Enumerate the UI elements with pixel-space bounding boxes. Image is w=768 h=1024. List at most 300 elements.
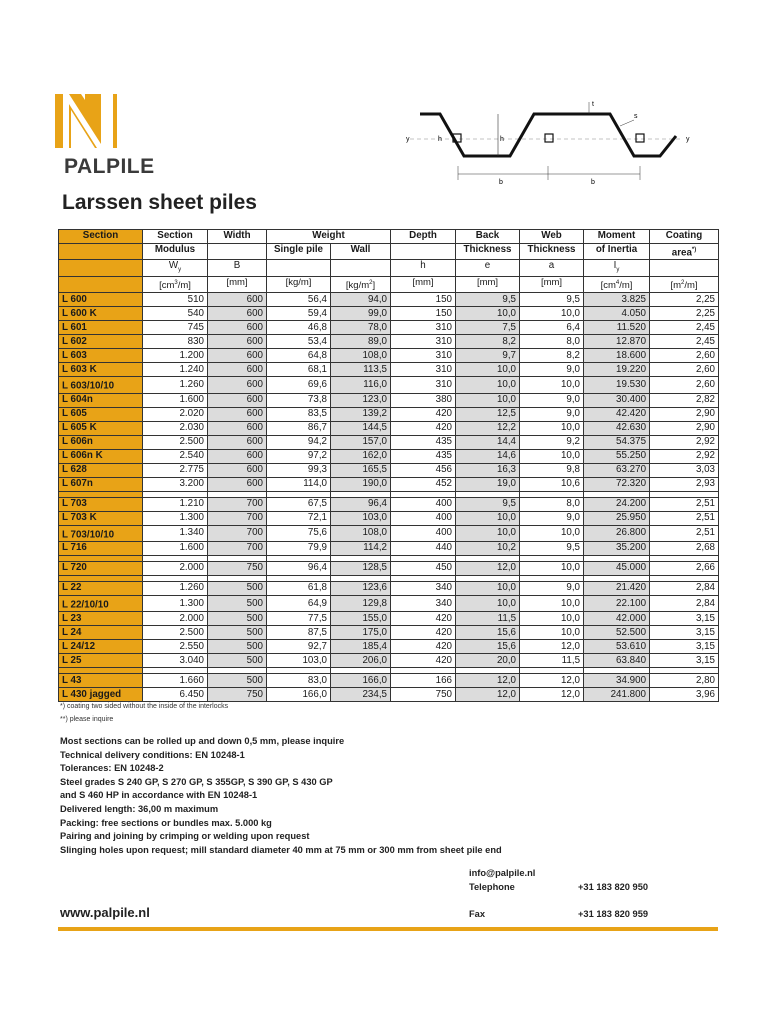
- cell-a: 9,2: [520, 435, 584, 449]
- contact-fax: +31 183 820 959: [578, 909, 649, 919]
- website-link[interactable]: www.palpile.nl: [60, 905, 150, 920]
- cell-e: 16,3: [456, 463, 520, 477]
- unit-m2-text: [m: [670, 280, 682, 292]
- contact-telephone[interactable]: +31 183 820 950: [578, 882, 649, 892]
- cell-single: 59,4: [267, 307, 331, 321]
- cell-w: 1.600: [143, 393, 208, 407]
- cell-coat: 2,84: [650, 581, 719, 595]
- note-line: Tolerances: EN 10248-2: [60, 763, 164, 774]
- cell-w: 1.300: [143, 595, 208, 611]
- diagram-label-h-left: h: [438, 136, 442, 143]
- cell-coat: 2,51: [650, 497, 719, 511]
- cell-w: 1.260: [143, 581, 208, 595]
- cell-w: 2.550: [143, 640, 208, 654]
- cell-h: 440: [391, 541, 456, 555]
- section-name: L 25: [59, 654, 143, 668]
- note-line: Pairing and joining by crimping or welding upon request: [60, 831, 310, 842]
- cell-a: 8,0: [520, 497, 584, 511]
- cell-single: 86,7: [267, 421, 331, 435]
- cell-e: 12,2: [456, 421, 520, 435]
- cell-b: 600: [208, 377, 267, 393]
- cell-e: 14,6: [456, 449, 520, 463]
- cell-coat: 3,15: [650, 654, 719, 668]
- cell-single: 99,3: [267, 463, 331, 477]
- unit-cm4-text: [cm: [600, 280, 616, 292]
- cell-w: 745: [143, 321, 208, 335]
- cell-w: 1.260: [143, 377, 208, 393]
- cell-wall: 166,0: [331, 674, 391, 688]
- cell-wall: 116,0: [331, 377, 391, 393]
- cell-h: 150: [391, 307, 456, 321]
- cell-e: 14,4: [456, 435, 520, 449]
- cell-a: 9,0: [520, 581, 584, 595]
- cell-w: 1.210: [143, 497, 208, 511]
- cell-single: 83,0: [267, 674, 331, 688]
- cell-wall: 96,4: [331, 497, 391, 511]
- cell-a: 9,0: [520, 407, 584, 421]
- cell-single: 166,0: [267, 688, 331, 702]
- cell-a: 10,0: [520, 307, 584, 321]
- cell-wall: 128,5: [331, 561, 391, 575]
- unit-kg-m: [kg/m]: [267, 277, 331, 293]
- cell-single: 103,0: [267, 654, 331, 668]
- cell-e: 9,7: [456, 349, 520, 363]
- cell-single: 96,4: [267, 561, 331, 575]
- table-row: [59, 407, 719, 421]
- cell-wall: 144,5: [331, 421, 391, 435]
- header-weight: Weight: [267, 230, 391, 244]
- cell-e: 10,0: [456, 377, 520, 393]
- header-depth-blank: [391, 244, 456, 260]
- section-name: L 23: [59, 612, 143, 626]
- cell-i: 19.220: [584, 363, 650, 377]
- header-modulus-1: Section: [143, 230, 208, 244]
- cell-single: 87,5: [267, 626, 331, 640]
- section-name: L 430 jagged: [59, 688, 143, 702]
- cell-single: 69,6: [267, 377, 331, 393]
- cell-wall: 155,0: [331, 612, 391, 626]
- header-section-blank: [59, 244, 143, 260]
- symbol-i: [584, 260, 650, 277]
- header-web-2: Thickness: [520, 244, 584, 260]
- cell-wall: 114,2: [331, 541, 391, 555]
- symbol-i-sub: y: [616, 267, 620, 274]
- cell-wall: 162,0: [331, 449, 391, 463]
- cell-i: 25.950: [584, 511, 650, 525]
- cell-h: 310: [391, 321, 456, 335]
- cell-b: 600: [208, 307, 267, 321]
- cell-wall: 123,6: [331, 581, 391, 595]
- footnote-inquire: **) please inquire: [60, 716, 114, 723]
- footnote-coating: *) coating two sided without the inside of the interlocks: [60, 703, 229, 710]
- table-row: [59, 307, 719, 321]
- section-name: L 602: [59, 335, 143, 349]
- cell-w: 2.000: [143, 612, 208, 626]
- cell-i: 42.000: [584, 612, 650, 626]
- cell-single: 46,8: [267, 321, 331, 335]
- table-body: [59, 293, 719, 702]
- section-name: L 22/10/10: [59, 595, 143, 611]
- section-name: L 22: [59, 581, 143, 595]
- section-name: L 716: [59, 541, 143, 555]
- cell-a: 10,0: [520, 626, 584, 640]
- cell-i: 42.420: [584, 407, 650, 421]
- unit-cm3-text: [cm: [159, 280, 175, 292]
- symbol-h: h: [391, 260, 456, 277]
- cell-b: 700: [208, 511, 267, 525]
- cell-h: 310: [391, 335, 456, 349]
- cell-i: 4.050: [584, 307, 650, 321]
- header-wall: Wall: [331, 244, 391, 260]
- cell-w: 2.000: [143, 561, 208, 575]
- cell-coat: 2,60: [650, 349, 719, 363]
- cell-w: 510: [143, 293, 208, 307]
- cell-a: 10,0: [520, 612, 584, 626]
- cell-b: 500: [208, 595, 267, 611]
- cell-h: 420: [391, 626, 456, 640]
- cell-i: 55.250: [584, 449, 650, 463]
- cell-b: 600: [208, 463, 267, 477]
- cell-single: 64,9: [267, 595, 331, 611]
- table-row: [59, 449, 719, 463]
- table-row: [59, 349, 719, 363]
- cell-wall: 108,0: [331, 525, 391, 541]
- cell-b: 600: [208, 349, 267, 363]
- cell-wall: 165,5: [331, 463, 391, 477]
- table-row: [59, 626, 719, 640]
- page-title: Larssen sheet piles: [62, 191, 257, 214]
- cell-i: 12.870: [584, 335, 650, 349]
- contact-telephone-label: Telephone: [469, 882, 515, 892]
- cell-wall: 78,0: [331, 321, 391, 335]
- section-name: L 43: [59, 674, 143, 688]
- cell-coat: 2,90: [650, 407, 719, 421]
- header-modulus-2: Modulus: [143, 244, 208, 260]
- symbol-w-text: W: [168, 260, 179, 272]
- cell-coat: 2,66: [650, 561, 719, 575]
- header-single-pile: Single pile: [267, 244, 331, 260]
- header-section-blank-2: [59, 260, 143, 277]
- section-name: L 720: [59, 561, 143, 575]
- cell-w: 3.040: [143, 654, 208, 668]
- unit-depth-mm: [mm]: [391, 277, 456, 293]
- symbol-wall-blank: [331, 260, 391, 277]
- cell-wall: 139,2: [331, 407, 391, 421]
- contact-fax-label: Fax: [469, 909, 486, 919]
- cell-coat: 2,45: [650, 335, 719, 349]
- table-row: [59, 421, 719, 435]
- cell-coat: 2,25: [650, 307, 719, 321]
- cell-h: 310: [391, 349, 456, 363]
- diagram-label-t: t: [592, 101, 594, 108]
- table-row: [59, 321, 719, 335]
- unit-kg-m2-text: [kg/m: [345, 280, 370, 292]
- section-name: L 605: [59, 407, 143, 421]
- header-coating-2-text: area: [671, 247, 692, 259]
- cell-w: 1.340: [143, 525, 208, 541]
- cell-i: 3.825: [584, 293, 650, 307]
- cell-single: 53,4: [267, 335, 331, 349]
- cell-h: 310: [391, 377, 456, 393]
- cell-a: 8,2: [520, 349, 584, 363]
- cell-wall: 99,0: [331, 307, 391, 321]
- cell-i: 42.630: [584, 421, 650, 435]
- cell-single: 56,4: [267, 293, 331, 307]
- header-depth: Depth: [391, 230, 456, 244]
- note-line: and S 460 HP in accordance with EN 10248-1: [60, 790, 258, 801]
- cell-h: 166: [391, 674, 456, 688]
- cell-a: 12,0: [520, 640, 584, 654]
- cell-h: 435: [391, 435, 456, 449]
- sheet-piles-table: [58, 229, 719, 702]
- cell-coat: 3,15: [650, 640, 719, 654]
- symbol-a: a: [520, 260, 584, 277]
- section-name: L 603/10/10: [59, 377, 143, 393]
- cell-b: 500: [208, 654, 267, 668]
- section-name: L 24: [59, 626, 143, 640]
- section-name: L 703: [59, 497, 143, 511]
- cell-b: 600: [208, 421, 267, 435]
- cell-single: 68,1: [267, 363, 331, 377]
- cell-coat: 2,82: [650, 393, 719, 407]
- cell-w: 2.540: [143, 449, 208, 463]
- cell-wall: 190,0: [331, 477, 391, 491]
- table-row: [59, 393, 719, 407]
- cell-e: 12,0: [456, 674, 520, 688]
- table-row: [59, 525, 719, 541]
- notes-block: [60, 735, 502, 857]
- section-name: L 600 K: [59, 307, 143, 321]
- cell-e: 15,6: [456, 626, 520, 640]
- cell-b: 600: [208, 435, 267, 449]
- cell-b: 600: [208, 335, 267, 349]
- cell-coat: 2,84: [650, 595, 719, 611]
- header-coating-2: area*): [650, 244, 719, 260]
- symbol-e: e: [456, 260, 520, 277]
- section-name: L 603 K: [59, 363, 143, 377]
- header-section-blank-3: [59, 277, 143, 293]
- contact-email[interactable]: info@palpile.nl: [469, 868, 536, 878]
- note-line: Most sections can be rolled up and down 0,5 mm, please inquire: [60, 736, 345, 746]
- cell-h: 435: [391, 449, 456, 463]
- footer-rule: [58, 927, 718, 931]
- cell-b: 500: [208, 626, 267, 640]
- cell-i: 241.800: [584, 688, 650, 702]
- diagram-label-b-2: b: [591, 179, 595, 186]
- cell-w: 1.660: [143, 674, 208, 688]
- cell-coat: 2,45: [650, 321, 719, 335]
- cell-i: 34.900: [584, 674, 650, 688]
- cell-a: 12,0: [520, 674, 584, 688]
- brand-name: PALPILE: [64, 155, 155, 178]
- cell-e: 8,2: [456, 335, 520, 349]
- header-moment-2: of Inertia: [584, 244, 650, 260]
- cell-b: 600: [208, 293, 267, 307]
- cell-a: 9,5: [520, 293, 584, 307]
- cell-coat: 2,68: [650, 541, 719, 555]
- cell-a: 10,0: [520, 377, 584, 393]
- cell-e: 20,0: [456, 654, 520, 668]
- table-row: [59, 435, 719, 449]
- cell-b: 700: [208, 541, 267, 555]
- table-row: [59, 335, 719, 349]
- cell-b: 500: [208, 640, 267, 654]
- cell-wall: 234,5: [331, 688, 391, 702]
- cell-coat: 2,51: [650, 525, 719, 541]
- unit-kg-m2: $[kg/m^2]$: [331, 277, 391, 293]
- symbol-w-sub: y: [178, 267, 182, 274]
- cell-a: 9,5: [520, 541, 584, 555]
- cell-w: 2.775: [143, 463, 208, 477]
- cell-w: 1.240: [143, 363, 208, 377]
- cell-wall: 94,0: [331, 293, 391, 307]
- header-web-1: Web: [520, 230, 584, 244]
- cell-b: 750: [208, 688, 267, 702]
- cell-i: 26.800: [584, 525, 650, 541]
- cell-h: 400: [391, 497, 456, 511]
- unit-cm3: $[cm^3/m]$: [143, 277, 208, 293]
- cell-a: 9,0: [520, 511, 584, 525]
- table-row: [59, 477, 719, 491]
- cell-b: 500: [208, 581, 267, 595]
- cell-w: 2.500: [143, 435, 208, 449]
- cell-e: 10,0: [456, 393, 520, 407]
- unit-web-mm: [mm]: [520, 277, 584, 293]
- cell-coat: 3,03: [650, 463, 719, 477]
- cell-wall: 157,0: [331, 435, 391, 449]
- table-row: [59, 674, 719, 688]
- cell-w: 2.500: [143, 626, 208, 640]
- diagram-label-b-1: b: [499, 179, 503, 186]
- cell-single: 77,5: [267, 612, 331, 626]
- cell-a: 10,0: [520, 525, 584, 541]
- table-row: [59, 463, 719, 477]
- cell-w: 2.020: [143, 407, 208, 421]
- cell-i: 18.600: [584, 349, 650, 363]
- diagram-label-y-left: y: [406, 136, 410, 143]
- cell-e: 10,0: [456, 595, 520, 611]
- cell-wall: 185,4: [331, 640, 391, 654]
- cell-single: 67,5: [267, 497, 331, 511]
- cell-h: 310: [391, 363, 456, 377]
- section-name: L 605 K: [59, 421, 143, 435]
- symbol-single-blank: [267, 260, 331, 277]
- header-coating-1: Coating: [650, 230, 719, 244]
- cell-coat: 2,92: [650, 435, 719, 449]
- cell-b: 600: [208, 407, 267, 421]
- diagram-label-s: s: [634, 113, 638, 120]
- cell-e: 9,5: [456, 293, 520, 307]
- cell-w: 830: [143, 335, 208, 349]
- table-row: [59, 363, 719, 377]
- cell-h: 420: [391, 612, 456, 626]
- cell-wall: 113,5: [331, 363, 391, 377]
- cell-h: 750: [391, 688, 456, 702]
- table-row: [59, 561, 719, 575]
- table-row: [59, 612, 719, 626]
- cell-b: 600: [208, 393, 267, 407]
- unit-back-mm: [mm]: [456, 277, 520, 293]
- cell-coat: 2,90: [650, 421, 719, 435]
- cell-i: 11.520: [584, 321, 650, 335]
- section-name: L 703 K: [59, 511, 143, 525]
- diagram-label-y-right: y: [686, 136, 690, 143]
- cell-w: 540: [143, 307, 208, 321]
- cell-b: 600: [208, 321, 267, 335]
- note-line: Delivered length: 36,00 m maximum: [60, 803, 219, 814]
- section-name: L 604n: [59, 393, 143, 407]
- cell-e: 11,5: [456, 612, 520, 626]
- cell-e: 10,0: [456, 525, 520, 541]
- cell-h: 380: [391, 393, 456, 407]
- table-row: [59, 497, 719, 511]
- cell-e: 12,5: [456, 407, 520, 421]
- cell-i: 30.400: [584, 393, 650, 407]
- header-section: Section: [59, 230, 143, 244]
- cell-h: 420: [391, 421, 456, 435]
- cell-a: 9,8: [520, 463, 584, 477]
- table-row: [59, 654, 719, 668]
- diagram-label-h: h: [500, 136, 504, 143]
- cell-e: 10,0: [456, 511, 520, 525]
- cell-wall: 89,0: [331, 335, 391, 349]
- cell-h: 420: [391, 654, 456, 668]
- cell-coat: 2,80: [650, 674, 719, 688]
- cell-h: 420: [391, 640, 456, 654]
- cell-wall: 103,0: [331, 511, 391, 525]
- cell-h: 400: [391, 525, 456, 541]
- note-line: Packing: free sections or bundles max. 5.000 kg: [60, 817, 272, 828]
- cell-h: 452: [391, 477, 456, 491]
- cell-e: 15,6: [456, 640, 520, 654]
- cell-i: 52.500: [584, 626, 650, 640]
- cell-w: 1.200: [143, 349, 208, 363]
- cell-e: 12,0: [456, 688, 520, 702]
- section-name: L 606n K: [59, 449, 143, 463]
- cell-single: 79,9: [267, 541, 331, 555]
- cell-i: 21.420: [584, 581, 650, 595]
- section-name: L 24/12: [59, 640, 143, 654]
- cell-coat: 2,60: [650, 363, 719, 377]
- cell-coat: 2,51: [650, 511, 719, 525]
- section-name: L 607n: [59, 477, 143, 491]
- cell-coat: 2,93: [650, 477, 719, 491]
- sheet-pile-profile-diagram: [398, 96, 698, 188]
- cell-a: 10,0: [520, 421, 584, 435]
- cell-w: 1.300: [143, 511, 208, 525]
- cell-wall: 129,8: [331, 595, 391, 611]
- cell-b: 600: [208, 363, 267, 377]
- cell-single: 73,8: [267, 393, 331, 407]
- unit-cm4: $[cm^4/m]$: [584, 277, 650, 293]
- cell-coat: 2,92: [650, 449, 719, 463]
- cell-coat: 3,15: [650, 612, 719, 626]
- cell-e: 10,0: [456, 581, 520, 595]
- cell-single: 72,1: [267, 511, 331, 525]
- cell-b: 750: [208, 561, 267, 575]
- cell-b: 700: [208, 525, 267, 541]
- cell-b: 600: [208, 477, 267, 491]
- cell-i: 35.200: [584, 541, 650, 555]
- cell-a: 10,0: [520, 449, 584, 463]
- unit-width-mm: [mm]: [208, 277, 267, 293]
- table-row: [59, 511, 719, 525]
- cell-e: 7,5: [456, 321, 520, 335]
- cell-e: 19,0: [456, 477, 520, 491]
- cell-w: 1.600: [143, 541, 208, 555]
- cell-b: 600: [208, 449, 267, 463]
- cell-i: 72.320: [584, 477, 650, 491]
